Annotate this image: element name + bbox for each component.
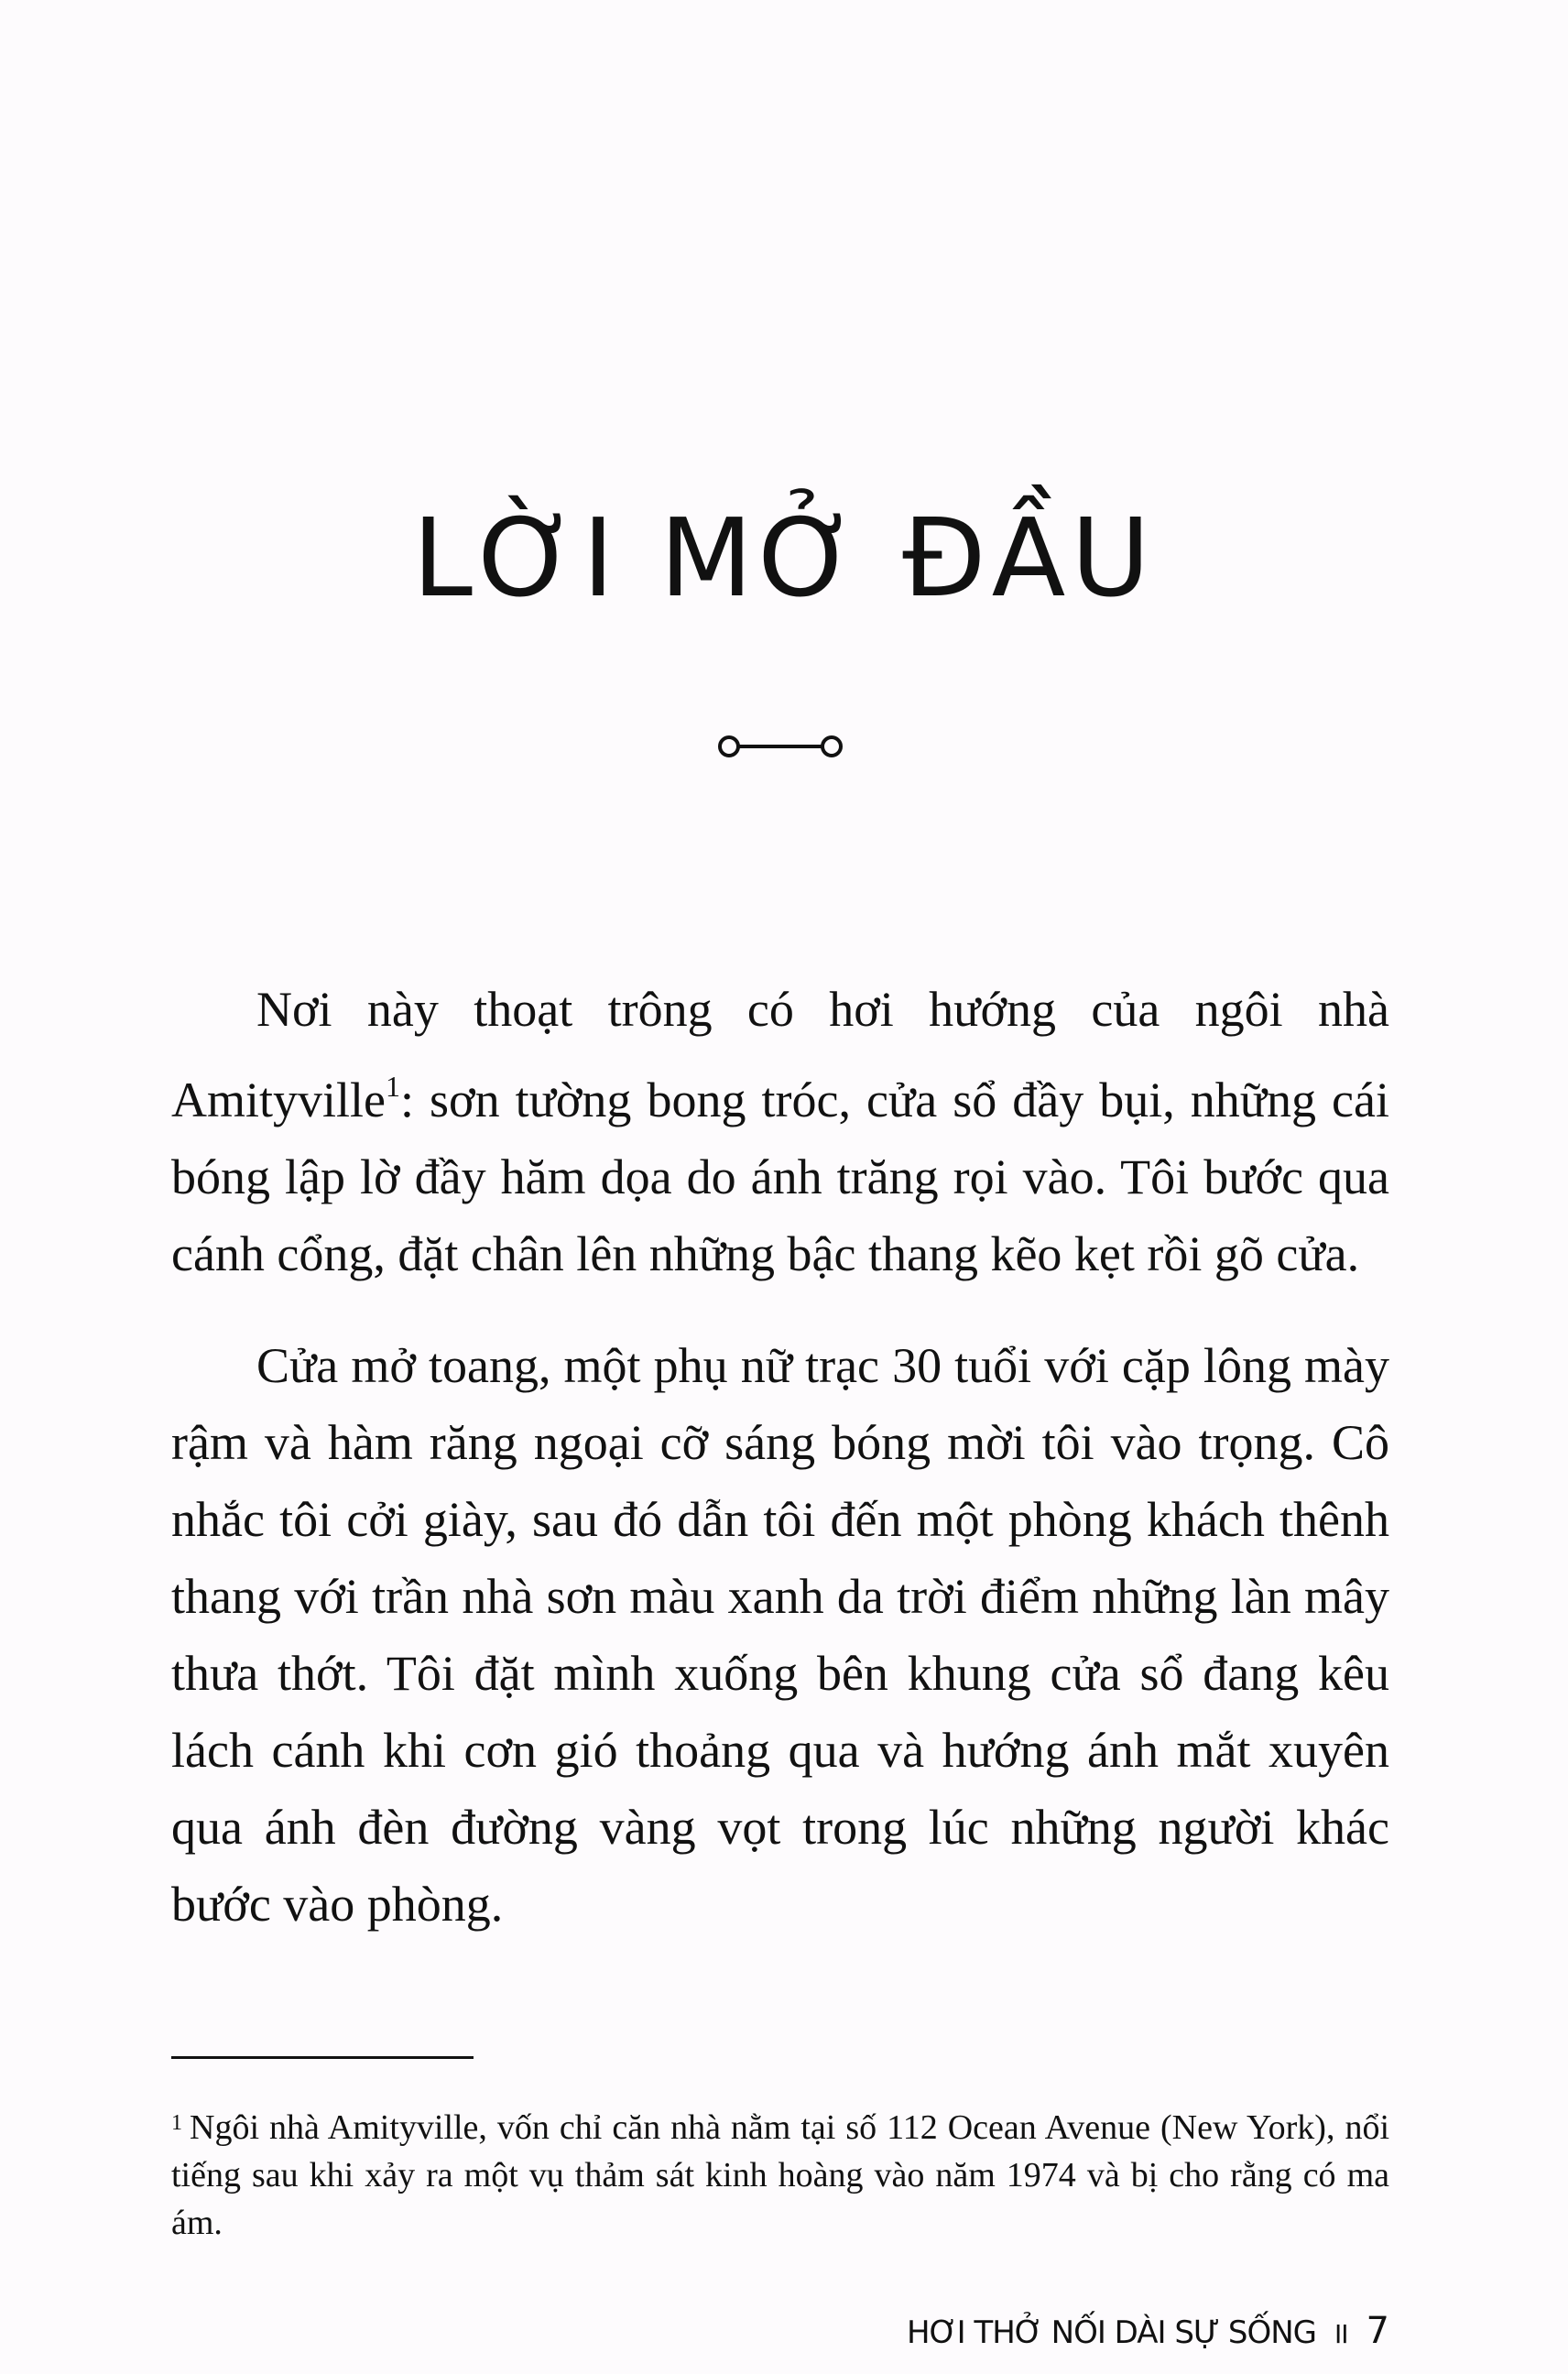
paragraph-text: Nơi này thoạt trông có hơi hướng của ngôi nhà Amityville [171,982,1389,1127]
book-title: HƠI THỞ NỐI DÀI SỰ SỐNG [907,2314,1317,2351]
paragraph: Cửa mở toang, một phụ nữ trạc 30 tuổi với cặp lông mày rậm và hàm răng ngoại cỡ sáng bóng mời tôi vào trọng. Cô nhắc tôi cởi giày, sau đó dẫn tôi đến một phòng khách thênh thang với trần nhà sơn màu xanh da trời điểm những làn mây thưa thớt. Tôi đặt mình xuống bên khung cửa sổ đang kêu lách cánh khi cơn gió thoảng qua và hướng ánh mắt xuyên qua ánh đèn đường vàng vọt trong lúc những người khác bước vào phòng. [171,1338,1389,1932]
footnote [171,2099,1389,2247]
footnote-marker: 1 [171,2111,182,2135]
circle-line-circle-ornament-icon [716,733,844,760]
page-number: 7 [1366,2310,1388,2352]
paragraph [171,971,1389,1292]
footnote-divider [171,2056,474,2059]
running-footer [907,2310,1388,2352]
paragraph-text: : sơn tường bong tróc, cửa sổ đầy bụi, những cái bóng lập lờ đầy hăm dọa do ánh trăng rọi vào. Tôi bước qua cánh cổng, đặt chân lên những bậc thang kẽo kẹt rồi gõ cửa. [171,1073,1389,1281]
chapter-title: LỜI MỞ ĐẦU [412,495,1156,621]
body-text [171,971,1389,1943]
footnote-text: Ngôi nhà Amityville, vốn chỉ căn nhà nằm tại số 112 Ocean Avenue (New York), nổi tiếng sau khi xảy ra một vụ thảm sát kinh hoàng vào năm 1974 và bị cho rằng có ma ám. [171,2108,1389,2242]
footnote-reference: 1 [385,1070,400,1103]
footer-separator: II [1334,2319,1348,2349]
